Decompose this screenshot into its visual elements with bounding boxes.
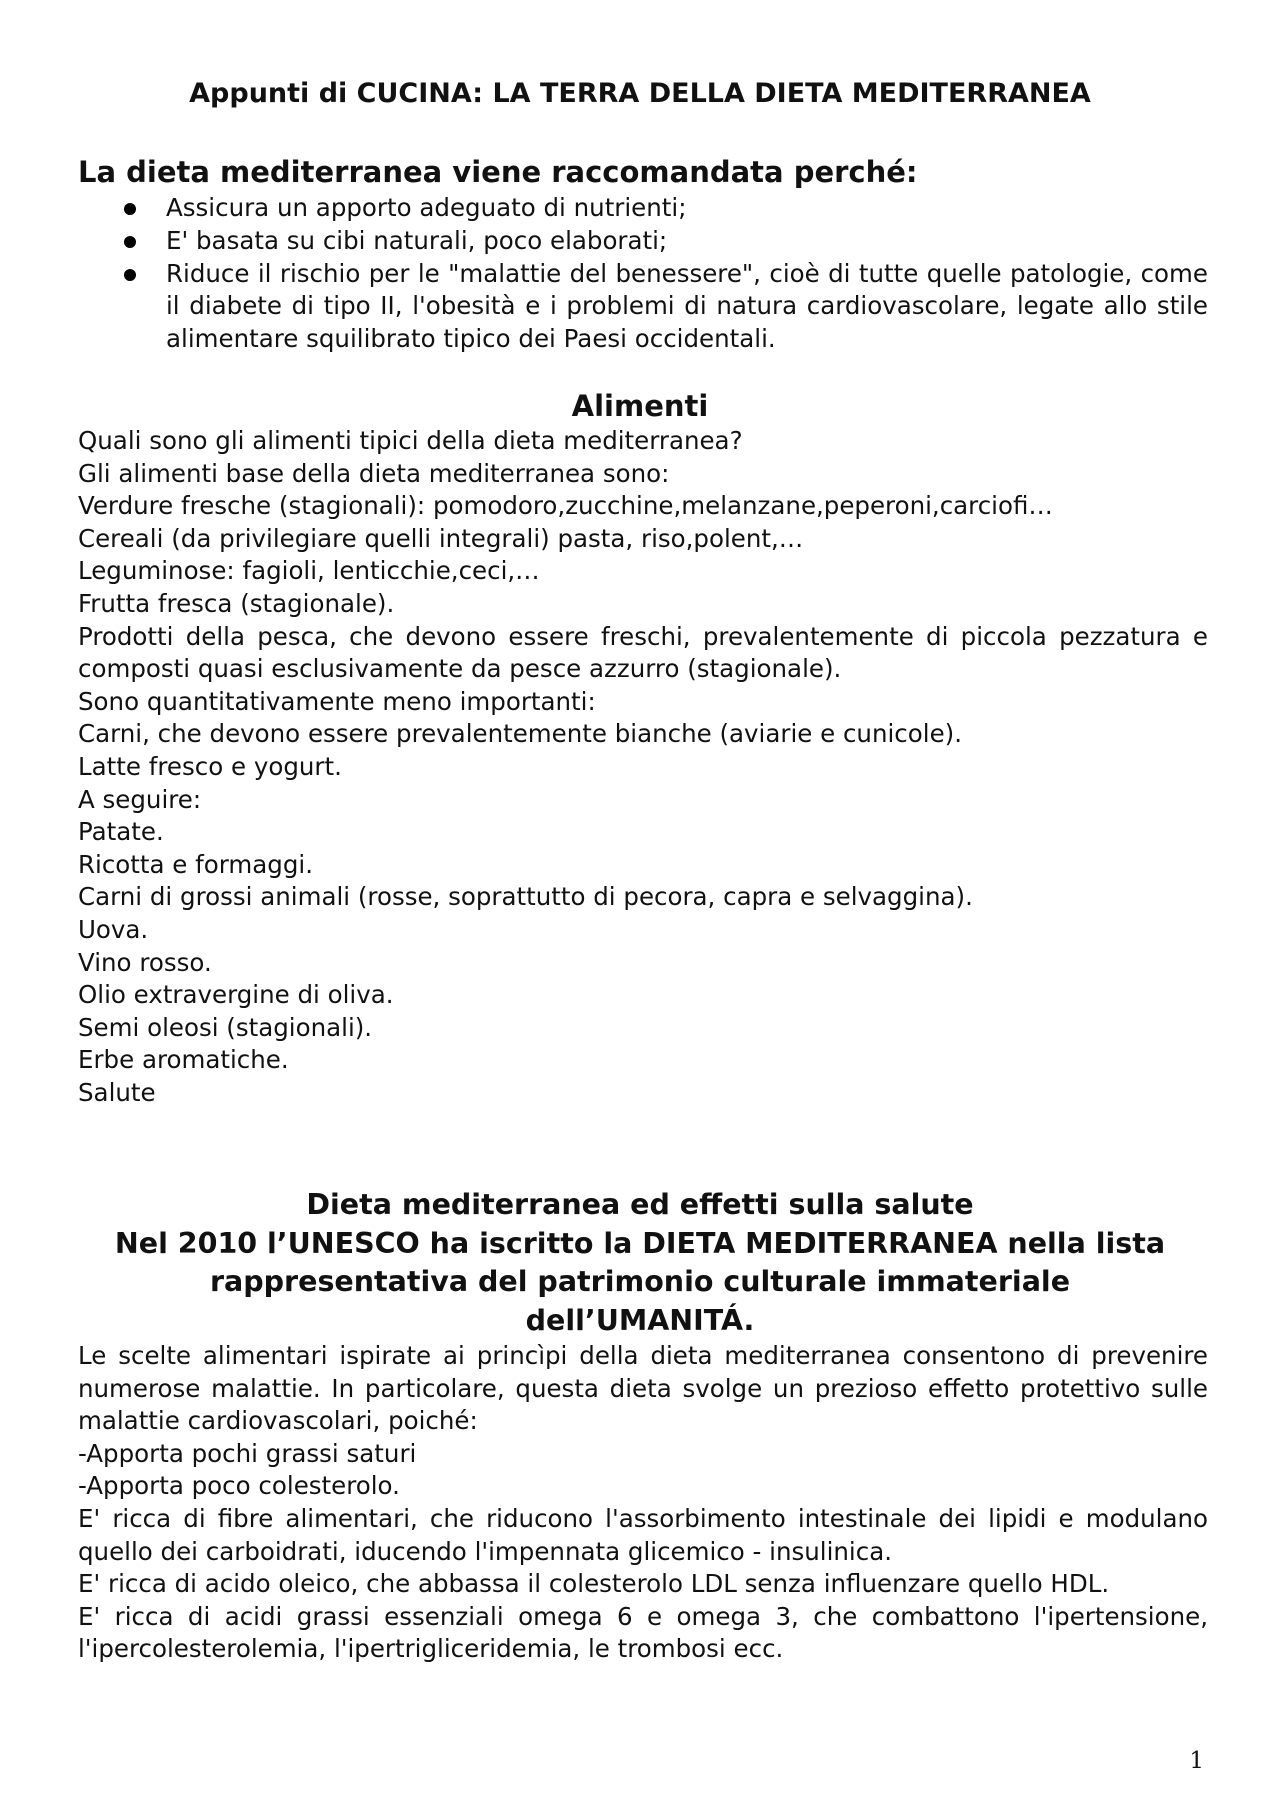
bullet-icon bbox=[124, 269, 136, 281]
list-item-text: Riduce il rischio per le "malattie del benessere", cioè di tutte quelle patologie, come il diabete di tipo II, l'obesità e i problemi di natura cardiovascolare, legate allo stile alimentare squilibrato tipico dei Paesi occidentali. bbox=[166, 258, 1208, 354]
bullet-icon bbox=[124, 236, 136, 248]
heading-line: dell’UMANITÁ. bbox=[525, 1303, 755, 1337]
salute-paragraph: Le scelte alimentari ispirate ai princìpi della dieta mediterranea consentono di prevenire numerose malattie. In particolare, questa dieta svolge un prezioso effetto protettivo sulle malattie cardiovascolari, poiché: bbox=[78, 1341, 1208, 1436]
text-line: Carni, che devono essere prevalentemente bianche (aviarie e cunicole). bbox=[78, 719, 962, 749]
page-number: 1 bbox=[1189, 1748, 1204, 1774]
text-line: -Apporta pochi grassi saturi bbox=[78, 1438, 417, 1468]
text-line: E' ricca di acido oleico, che abbassa il colesterolo LDL senza influenzare quello HDL. bbox=[78, 1569, 1110, 1599]
list-item bbox=[78, 225, 1208, 258]
unesco-heading bbox=[0, 1186, 1280, 1340]
text-line: Frutta fresca (stagionale). bbox=[78, 588, 395, 618]
list-item bbox=[78, 192, 1208, 225]
text-line: Uova. bbox=[78, 914, 149, 944]
text-line: Verdure fresche (stagionali): pomodoro,zucchine,melanzane,peperoni,carciofi… bbox=[78, 491, 1053, 521]
text-line: E' ricca di acidi grassi essenziali omega 6 e omega 3, che combattono l'ipertensione, l'ipercolesterolemia, l'ipertrigliceridemia, le trombosi ecc. bbox=[78, 1601, 1208, 1664]
heading-line: rappresentativa del patrimonio culturale immateriale bbox=[209, 1265, 1071, 1298]
text-line: Erbe aromatiche. bbox=[78, 1045, 289, 1075]
text-line: Carni di grossi animali (rosse, soprattutto di pecora, capra e selvaggina). bbox=[78, 882, 973, 912]
text-line: Gli alimenti base della dieta mediterranea sono: bbox=[78, 458, 670, 488]
intro-heading: La dieta mediterranea viene raccomandata perché: bbox=[78, 155, 918, 189]
heading-line: Nel 2010 l’UNESCO ha iscritto la DIETA MEDITERRANEA nella lista bbox=[114, 1226, 1166, 1260]
text-line: Olio extravergine di oliva. bbox=[78, 980, 394, 1010]
text-line: Sono quantitativamente meno importanti: bbox=[78, 686, 596, 716]
text-line: Latte fresco e yogurt. bbox=[78, 751, 342, 781]
text-line: Vino rosso. bbox=[78, 947, 212, 977]
heading-line: Dieta mediterranea ed effetti sulla salute bbox=[306, 1188, 974, 1221]
alimenti-heading: Alimenti bbox=[571, 389, 709, 423]
list-item-text: Assicura un apporto adeguato di nutrienti; bbox=[166, 193, 687, 222]
text-line: Salute bbox=[78, 1077, 156, 1107]
text-line: Leguminose: fagioli, lenticchie,ceci,… bbox=[78, 556, 540, 586]
list-item bbox=[78, 258, 1208, 356]
text-line: Semi oleosi (stagionali). bbox=[78, 1012, 373, 1042]
text-line: Patate. bbox=[78, 817, 164, 847]
text-line: -Apporta poco colesterolo. bbox=[78, 1471, 400, 1501]
text-line: Quali sono gli alimenti tipici della dieta mediterranea? bbox=[78, 426, 743, 455]
text-line: Prodotti della pesca, che devono essere freschi, prevalentemente di piccola pezzatura e composti quasi esclusivamente da pesce azzurro (stagionale). bbox=[78, 621, 1208, 684]
text-line: Ricotta e formaggi. bbox=[78, 849, 313, 879]
text-line: E' ricca di fibre alimentari, che riducono l'assorbimento intestinale dei lipidi e modulano quello dei carboidrati, iducendo l'impennata glicemico - insulinica. bbox=[78, 1503, 1208, 1566]
text-line: A seguire: bbox=[78, 784, 202, 814]
bullet-icon bbox=[124, 203, 136, 215]
list-item-text: E' basata su cibi naturali, poco elaborati; bbox=[166, 225, 668, 255]
salute-section bbox=[78, 1340, 1208, 1666]
document-title: Appunti di CUCINA: LA TERRA DELLA DIETA MEDITERRANEA bbox=[189, 78, 1091, 109]
text-line: Cereali (da privilegiare quelli integrali) pasta, riso,polent,… bbox=[78, 523, 804, 553]
benefits-list bbox=[78, 192, 1208, 356]
alimenti-section bbox=[78, 425, 1208, 1109]
